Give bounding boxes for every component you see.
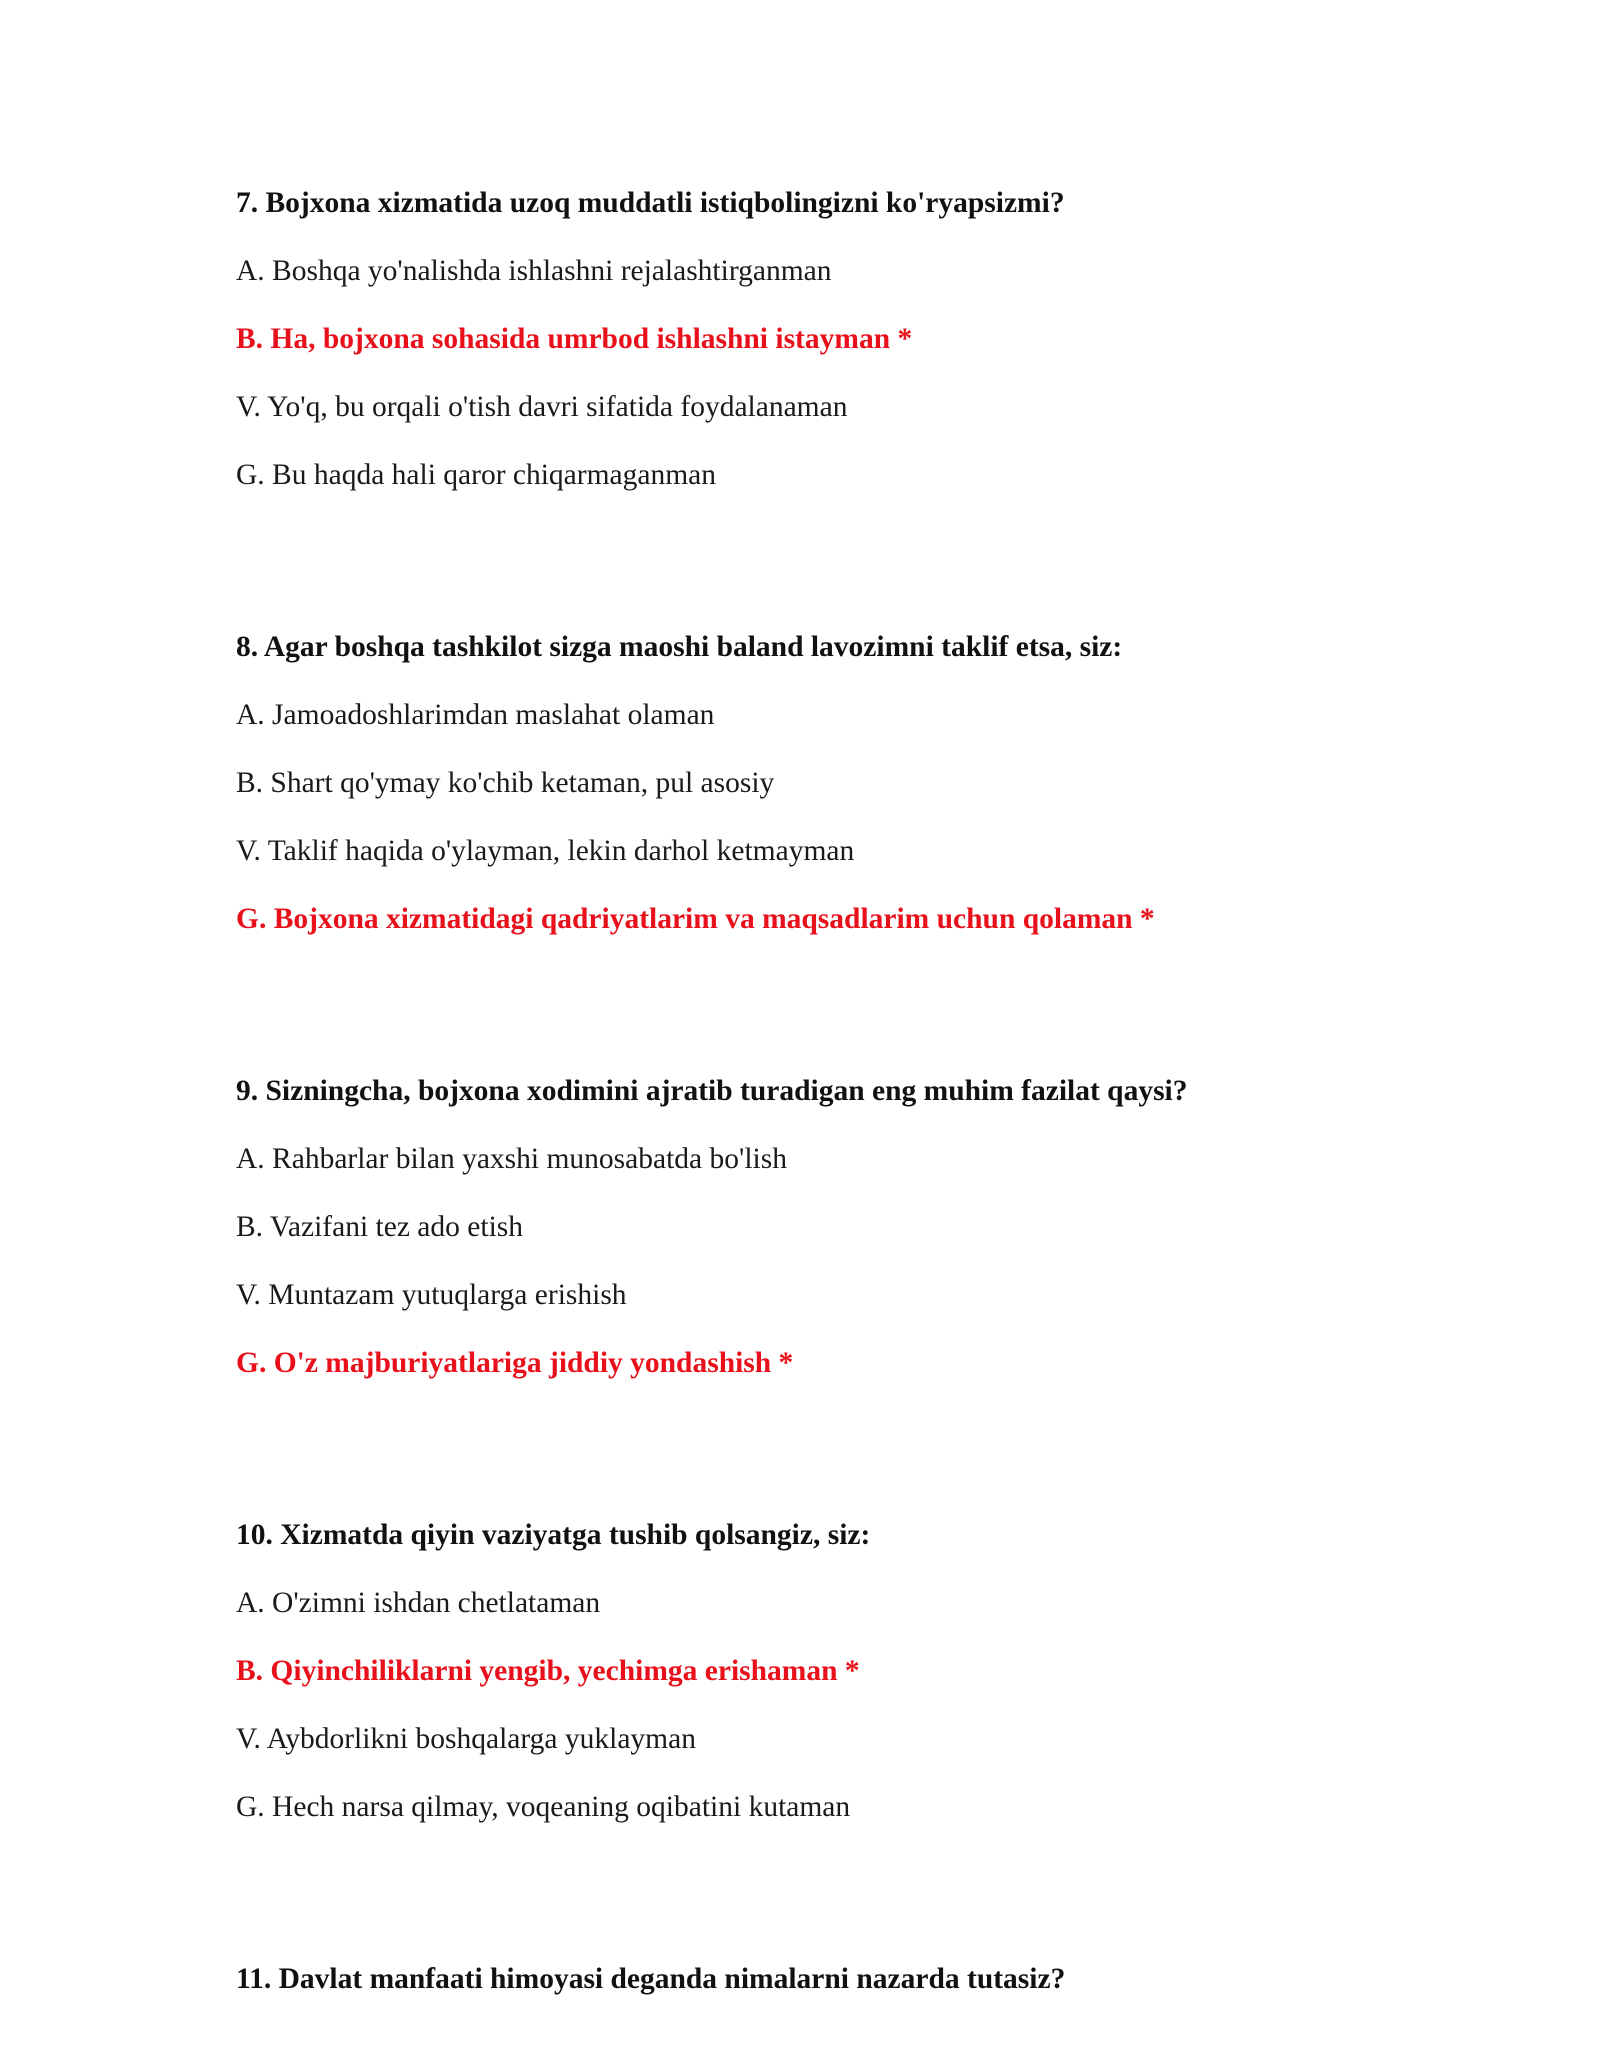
answer-option: V. Taklif haqida o'ylayman, lekin darhol ketmayman <box>236 835 855 867</box>
question-8 <box>236 629 1436 937</box>
answer-option: A. Jamoadoshlarimdan maslahat olaman <box>236 699 715 731</box>
correct-answer-option: B. Ha, bojxona sohasida umrbod ishlashni istayman * <box>236 323 913 355</box>
question-text: 8. Agar boshqa tashkilot sizga maoshi baland lavozimni taklif etsa, siz: <box>236 631 1123 663</box>
question-text: 7. Bojxona xizmatida uzoq muddatli istiqbolingizni ko'ryapsizmi? <box>236 187 1065 219</box>
question-text: 11. Davlat manfaati himoyasi deganda nimalarni nazarda tutasiz? <box>236 1963 1066 1995</box>
question-10 <box>236 1517 1436 1825</box>
answer-option: V. Yo'q, bu orqali o'tish davri sifatida foydalanaman <box>236 391 848 423</box>
question-text: 10. Xizmatda qiyin vaziyatga tushib qolsangiz, siz: <box>236 1519 871 1551</box>
answer-option: A. O'zimni ishdan chetlataman <box>236 1587 601 1619</box>
correct-answer-option: B. Qiyinchiliklarni yengib, yechimga erishaman * <box>236 1655 860 1687</box>
question-text: 9. Sizningcha, bojxona xodimini ajratib turadigan eng muhim fazilat qaysi? <box>236 1075 1188 1107</box>
answer-option: B. Shart qo'ymay ko'chib ketaman, pul asosiy <box>236 767 775 799</box>
answer-option: V. Aybdorlikni boshqalarga yuklayman <box>236 1723 696 1755</box>
answer-option: A. Rahbarlar bilan yaxshi munosabatda bo'lish <box>236 1143 787 1175</box>
answer-option: B. Vazifani tez ado etish <box>236 1211 523 1243</box>
correct-answer-option: G. Bojxona xizmatidagi qadriyatlarim va maqsadlarim uchun qolaman * <box>236 903 1155 935</box>
answer-option: V. Muntazam yutuqlarga erishish <box>236 1279 627 1311</box>
quiz-content <box>236 185 1436 1997</box>
question-9 <box>236 1073 1436 1381</box>
question-7 <box>236 185 1436 493</box>
correct-answer-option: G. O'z majburiyatlariga jiddiy yondashish * <box>236 1347 794 1379</box>
answer-option: G. Hech narsa qilmay, voqeaning oqibatini kutaman <box>236 1791 851 1823</box>
answer-option: A. Boshqa yo'nalishda ishlashni rejalashtirganman <box>236 255 832 287</box>
answer-option: G. Bu haqda hali qaror chiqarmaganman <box>236 459 717 491</box>
question-11 <box>236 1961 1436 1997</box>
